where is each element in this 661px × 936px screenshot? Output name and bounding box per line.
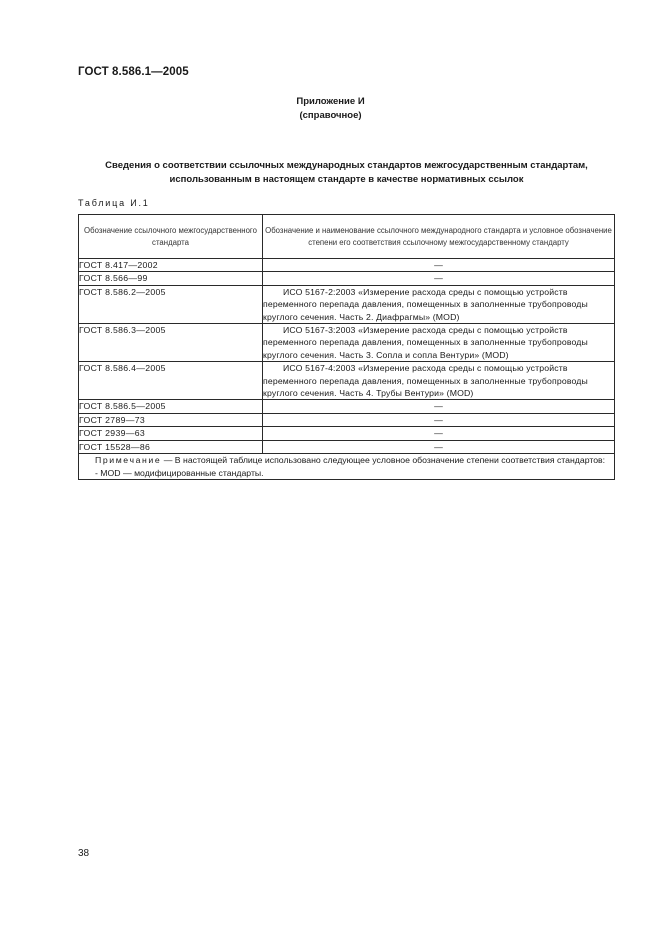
header-col-international: Обозначение и наименование ссылочного международного стандарта и условное обозначение степени его соответствия ссылочному межгосударственному стандарту xyxy=(263,215,615,259)
international-standard-cell: — xyxy=(263,400,615,413)
section-title xyxy=(78,159,615,187)
standards-table xyxy=(78,214,615,480)
interstate-standard-cell: ГОСТ 2789—73 xyxy=(79,413,263,426)
interstate-standard-cell: ГОСТ 8.417—2002 xyxy=(79,259,263,272)
international-standard-cell xyxy=(263,362,615,400)
document-code: ГОСТ 8.586.1—2005 xyxy=(78,66,189,78)
interstate-standard-cell: ГОСТ 8.566—99 xyxy=(79,272,263,285)
table-row xyxy=(79,427,615,440)
table-row xyxy=(79,400,615,413)
appendix-subtitle: (справочное) xyxy=(299,110,362,121)
international-standard-cell: — xyxy=(263,272,615,285)
table-body xyxy=(79,259,615,454)
table-row xyxy=(79,440,615,453)
header-col-interstate: Обозначение ссылочного межгосударственного стандарта xyxy=(79,215,263,259)
international-standard-cell xyxy=(263,324,615,362)
interstate-standard-cell: ГОСТ 8.586.5—2005 xyxy=(79,400,263,413)
international-standard-text: ИСО 5167-4:2003 «Измерение расхода среды с помощью устройств переменного перепада давления, помещенных в заполненные трубопроводы круглого сечения. Часть 4. Трубы Вентури» (MOD) xyxy=(263,363,588,399)
note-item: - MOD — модифицированные стандарты. xyxy=(95,467,264,478)
international-standard-text: ИСО 5167-2:2003 «Измерение расхода среды с помощью устройств переменного перепада давления, помещенных в заполненные трубопроводы круглого сечения. Часть 2. Диафрагмы» (MOD) xyxy=(263,286,588,322)
international-standard-cell xyxy=(263,285,615,323)
interstate-standard-cell: ГОСТ 15528—86 xyxy=(79,440,263,453)
table-row xyxy=(79,259,615,272)
interstate-standard-cell: ГОСТ 8.586.4—2005 xyxy=(79,362,263,400)
international-standard-text: ИСО 5167-3:2003 «Измерение расхода среды с помощью устройств переменного перепада давления, помещенных в заполненные трубопроводы круглого сечения. Часть 3. Сопла и сопла Вентури» (MOD) xyxy=(263,325,588,360)
section-title-line-2: использованным в настоящем стандарте в качестве нормативных ссылок xyxy=(169,174,524,185)
international-standard-cell: — xyxy=(263,427,615,440)
table-row xyxy=(79,362,615,400)
interstate-standard-cell: ГОСТ 8.586.3—2005 xyxy=(79,324,263,362)
interstate-standard-cell: ГОСТ 2939—63 xyxy=(79,427,263,440)
interstate-standard-cell: ГОСТ 8.586.2—2005 xyxy=(79,285,263,323)
table-row xyxy=(79,272,615,285)
table-row xyxy=(79,324,615,362)
international-standard-cell: — xyxy=(263,413,615,426)
table-note xyxy=(79,454,615,480)
international-standard-cell: — xyxy=(263,259,615,272)
table-row xyxy=(79,413,615,426)
table-label: Таблица И.1 xyxy=(78,198,150,208)
table-header-row xyxy=(79,215,615,259)
note-text: — В настоящей таблице использовано следующее условное обозначение степени соответствия стандартов: xyxy=(161,455,606,466)
note-row xyxy=(79,454,615,480)
appendix-title: Приложение И xyxy=(296,96,365,107)
international-standard-cell: — xyxy=(263,440,615,453)
section-title-line-1: Сведения о соответствии ссылочных международных стандартов межгосударственным стандартам, xyxy=(105,160,588,171)
table-row xyxy=(79,285,615,323)
page-number: 38 xyxy=(78,848,90,859)
note-label: Примечание xyxy=(95,455,162,466)
